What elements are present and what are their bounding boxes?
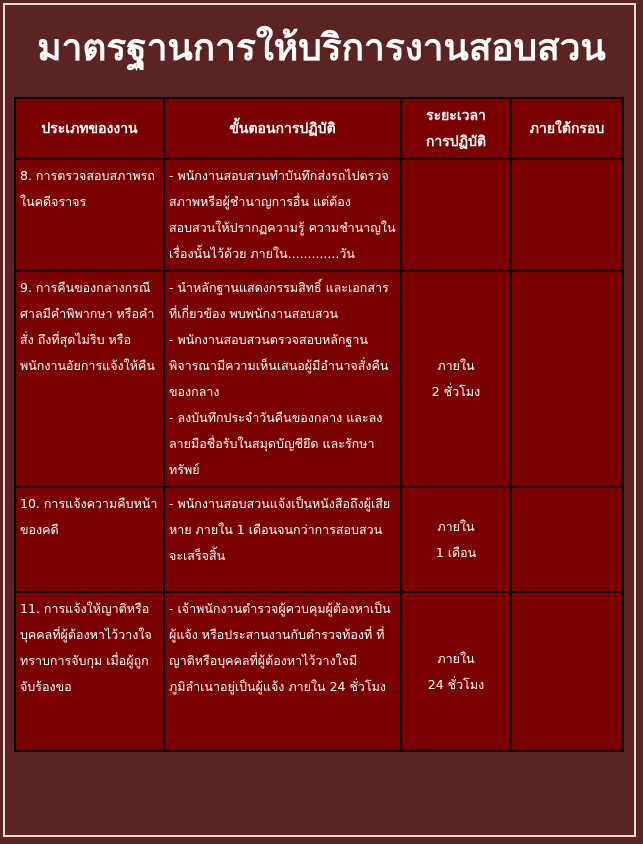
time-line-2: 24 ชั่วโมง bbox=[427, 676, 485, 692]
cell-time bbox=[401, 271, 511, 487]
header-work-type: ประเภทของงาน bbox=[15, 98, 164, 159]
header-framework: ภายใต้กรอบ bbox=[511, 98, 623, 159]
procedure-step: - ลงบันทึกประจำวันคืนของกลาง และลงลายมือชื่อรับในสมุดบัญชียึด และรักษาทรัพย์ bbox=[169, 410, 383, 477]
cell-procedure bbox=[164, 271, 401, 487]
cell-framework bbox=[511, 271, 623, 487]
procedure-step: - นำหลักฐานแสดงกรรมสิทธิ์ และเอกสารที่เกี่ยวข้อง พบพนักงานสอบสวน bbox=[169, 280, 389, 321]
time-line-1: ภายใน bbox=[437, 358, 475, 373]
cell-procedure bbox=[164, 159, 401, 271]
table-row bbox=[15, 159, 623, 271]
cell-work-type: 8. การตรวจสอบสภาพรถในคดีจราจร bbox=[15, 159, 164, 271]
cell-time bbox=[401, 592, 511, 751]
table-row bbox=[15, 271, 623, 487]
header-time bbox=[401, 98, 511, 159]
cell-procedure bbox=[164, 487, 401, 592]
cell-framework bbox=[511, 159, 623, 271]
cell-work-type: 11. การแจ้งให้ญาติหรือบุคคลที่ผู้ต้องหาไว้วางใจทราบการจับกุม เมื่อผู้ถูกจับร้องขอ bbox=[15, 592, 164, 751]
table-row bbox=[15, 592, 623, 751]
header-row bbox=[15, 98, 623, 159]
cell-work-type: 9. การคืนของกลางกรณีศาลมีคำพิพากษา หรือคำสั่ง ถึงที่สุดไม่ริบ หรือพนักงานอัยการแจ้งให้คืน bbox=[15, 271, 164, 487]
time-line-2: 1 เดือน bbox=[435, 544, 477, 560]
cell-framework bbox=[511, 592, 623, 751]
time-line-1: ภายใน bbox=[437, 650, 475, 666]
time-line-2: 2 ชั่วโมง bbox=[431, 384, 481, 399]
page-title: มาตรฐานการให้บริการงานสอบสวน bbox=[37, 26, 606, 69]
cell-work-type: 10. การแจ้งความคืบหน้าของคดี bbox=[15, 487, 164, 592]
header-procedure: ขั้นตอนการปฏิบัติ bbox=[164, 98, 401, 159]
table-row bbox=[15, 487, 623, 592]
header-time-line-1: ระยะเวลา bbox=[426, 107, 486, 124]
cell-time bbox=[401, 487, 511, 592]
procedure-step: - พนักงานสอบสวนตรวจสอบหลักฐานพิจารณามีความเห็นเสนอผู้มีอำนาจสั่งคืนของกลาง bbox=[169, 332, 389, 399]
cell-procedure bbox=[164, 592, 401, 751]
cell-time bbox=[401, 159, 511, 271]
time-line-1: ภายใน bbox=[437, 518, 475, 534]
cell-framework bbox=[511, 487, 623, 592]
procedure-step: - พนักงานสอบสวนทำบันทึกส่งรถไปตรวจสภาพหรือผู้ชำนาญการอื่น แต่ต้องสอบสวนให้ปรากฏความรู้ ความชำนาญในเรื่องนั้นไว้ด้วย ภายใน.............วัน bbox=[169, 168, 396, 261]
header-time-line-2: การปฏิบัติ bbox=[425, 133, 487, 150]
procedure-step: - เจ้าพนักงานตำรวจผู้ควบคุมผู้ต้องหาเป็นผู้แจ้ง หรือประสานงานกับตำรวจท้องที่ ที่ญาติหรือบุคคลที่ผู้ต้องหาไว้วางใจมีภูมิลำเนาอยู่เป็นผู้แจ้ง ภายใน 24 ชั่วโมง bbox=[169, 601, 391, 694]
procedure-step: - พนักงานสอบสวนแจ้งเป็นหนังสือถึงผู้เสียหาย ภายใน 1 เดือนจนกว่าการสอบสวนจะเสร็จสิ้น bbox=[169, 496, 391, 563]
service-standards-table bbox=[14, 97, 624, 752]
